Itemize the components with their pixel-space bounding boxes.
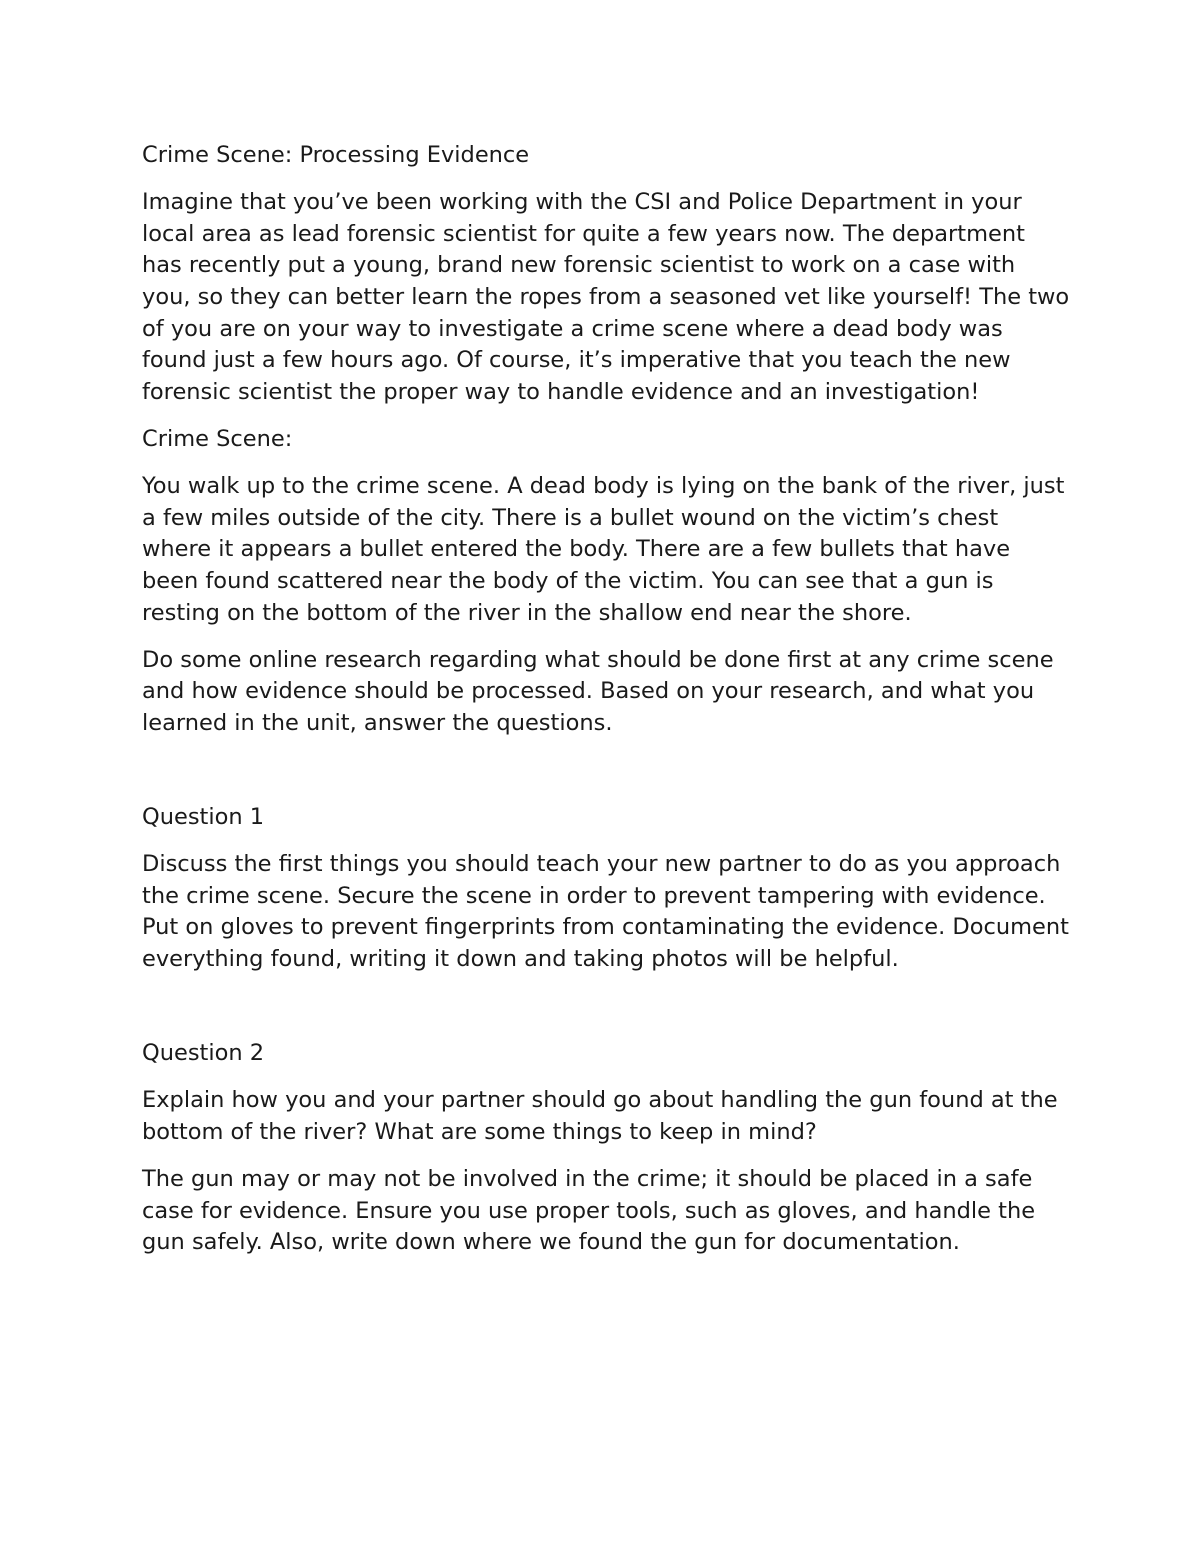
question-2-heading: Question 2 (142, 1040, 265, 1067)
intro-paragraph: Imagine that you’ve been working with the CSI and Police Department in your local area as lead forensic scientist for quite a few years now. The department has recently put a young, brand new forensic scientist to work on a case with you, so they can better learn the ropes from a seasoned vet like yourself! The two of you are on your way to investigate a crime scene where a dead body was found just a few hours ago. Of course, it’s imperative that you teach the new forensic scientist the proper way to handle evidence and an investigation! (142, 189, 1070, 405)
scene-heading: Crime Scene: (142, 425, 293, 452)
scene-description: You walk up to the crime scene. A dead body is lying on the bank of the river, just a few miles outside of the city. There is a bullet wound on the victim’s chest where it appears a bullet entered the body. There are a few bullets that have been found scattered near the body of the victim. You can see that a gun is resting on the bottom of the river in the shallow end near the shore. (142, 473, 1065, 626)
question-1-text: Discuss the first things you should teach your new partner to do as you approach the crime scene. Secure the scene in order to prevent tampering with evidence. Put on gloves to prevent fingerprints from contaminating the evidence. Document everything found, writing it down and taking photos will be helpful. (142, 851, 1069, 973)
question-2-answer: The gun may or may not be involved in the crime; it should be placed in a safe case for evidence. Ensure you use proper tools, such as gloves, and handle the gun safely. Also, write down where we found the gun for documentation. (142, 1166, 1036, 1256)
spacer (142, 991, 1070, 1038)
document-title: Crime Scene: Processing Evidence (142, 142, 530, 168)
question-2-text: Explain how you and your partner should go about handling the gun found at the bottom of the river? What are some things to keep in mind? (142, 1087, 1058, 1145)
spacer (142, 755, 1070, 802)
question-1-heading: Question 1 (142, 804, 265, 831)
instructions-paragraph: Do some online research regarding what should be done first at any crime scene and how evidence should be processed. Based on your research, and what you learned in the unit, answer the questions. (142, 646, 1054, 736)
